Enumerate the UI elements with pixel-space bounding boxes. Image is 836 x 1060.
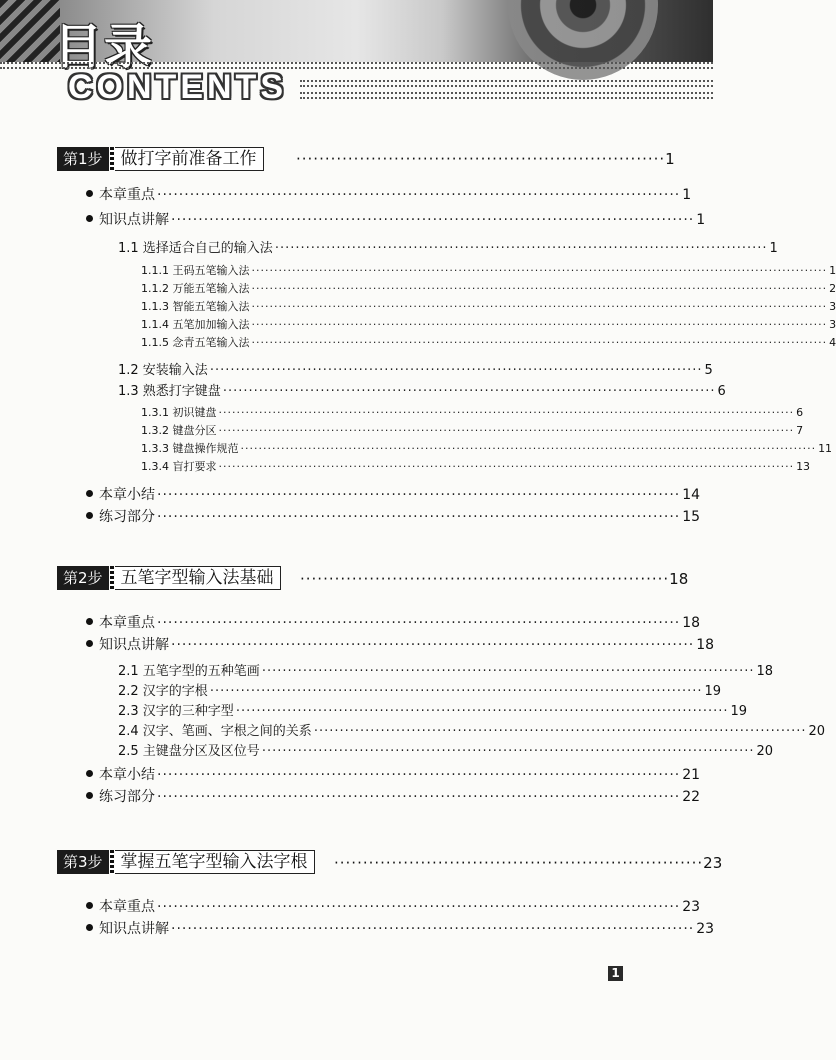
step-2-page: 18 [669, 570, 689, 588]
toc-page: 19 [730, 704, 748, 719]
toc-entry[interactable] [141, 262, 836, 278]
bullet-icon [86, 640, 93, 647]
toc-page: 23 [696, 921, 715, 937]
bullet-icon [86, 770, 93, 777]
toc-page: 1 [682, 187, 692, 203]
toc-entry[interactable] [99, 896, 701, 916]
toc-page: 20 [808, 724, 826, 739]
toc-label: 知识点讲解 [99, 921, 169, 937]
title-chinese: 目录 [54, 19, 155, 75]
toc-label: 知识点讲解 [99, 212, 169, 228]
toc-entry[interactable] [141, 422, 804, 438]
toc-label: 本章小结 [99, 487, 155, 503]
toc-page: 21 [682, 767, 701, 783]
toc-page: 3 [829, 300, 836, 313]
toc-page: 11 [818, 442, 833, 455]
dot-leader: ································································································ [157, 187, 681, 203]
toc-page: 13 [796, 460, 811, 473]
step-1-heading[interactable] [57, 147, 264, 171]
toc-label: 2.3 汉字的三种字型 [118, 704, 234, 719]
dot-leader: ································································································································ [240, 442, 817, 455]
dot-leader: ································································ [300, 570, 670, 588]
toc-label: 1.3 熟悉打字键盘 [118, 384, 221, 399]
step-3-leader [334, 854, 723, 872]
toc-label: 1.1.2 万能五笔输入法 [141, 282, 250, 295]
bullet-icon [86, 792, 93, 799]
toc-entry[interactable] [99, 612, 701, 632]
toc-entry[interactable] [118, 740, 774, 759]
dot-leader: ································································································ [157, 509, 681, 525]
toc-entry[interactable] [141, 298, 836, 314]
dot-leader: ································································································ [274, 241, 768, 256]
toc-label: 1.3.2 键盘分区 [141, 424, 217, 437]
toc-label: 2.2 汉字的字根 [118, 684, 208, 699]
toc-entry[interactable] [141, 316, 836, 332]
header-dot-rule-2 [300, 92, 713, 99]
toc-entry[interactable] [118, 660, 774, 679]
toc-entry[interactable] [141, 334, 836, 350]
step-separator [110, 147, 114, 171]
bullet-icon [86, 902, 93, 909]
dot-leader: ································································································································ [218, 406, 795, 419]
dot-leader: ································································································ [171, 921, 695, 937]
toc-label: 练习部分 [99, 509, 155, 525]
step-3-heading[interactable] [57, 850, 315, 874]
toc-label: 2.4 汉字、笔画、字根之间的关系 [118, 724, 312, 739]
toc-entry[interactable] [99, 184, 692, 204]
toc-entry[interactable] [141, 404, 804, 420]
toc-entry[interactable] [99, 786, 701, 806]
toc-label: 1.1.3 智能五笔输入法 [141, 300, 250, 313]
dot-leader: ································································ [296, 150, 666, 168]
dot-leader: ································································································ [157, 487, 681, 503]
toc-label: 知识点讲解 [99, 637, 169, 653]
toc-page: 7 [796, 424, 804, 437]
dot-leader: ································································································································ [218, 424, 795, 437]
toc-page: 4 [829, 336, 836, 349]
dot-leader: ································································································ [171, 637, 695, 653]
toc-entry[interactable] [118, 720, 826, 739]
step-2-heading[interactable] [57, 566, 281, 590]
toc-page: 1 [829, 264, 836, 277]
dot-leader: ································································································································ [218, 460, 795, 473]
toc-entry[interactable] [118, 700, 748, 719]
step-3-page: 23 [703, 854, 723, 872]
step-1-leader [296, 150, 675, 168]
toc-page: 18 [756, 664, 774, 679]
toc-page: 2 [829, 282, 836, 295]
toc-page: 6 [717, 384, 726, 399]
dot-leader: ································································································ [157, 615, 681, 631]
step-1-tag: 第1步 [57, 147, 109, 171]
dot-leader: ································································································································ [251, 300, 828, 313]
step-2-title: 五笔字型输入法基础 [115, 566, 281, 590]
bullet-icon [86, 512, 93, 519]
toc-entry[interactable] [99, 634, 715, 654]
toc-label: 2.5 主键盘分区及区位号 [118, 744, 260, 759]
toc-entry[interactable] [99, 506, 701, 526]
toc-label: 本章小结 [99, 767, 155, 783]
step-1-title: 做打字前准备工作 [115, 147, 264, 171]
page-number-badge: 1 [608, 966, 623, 981]
toc-label: 1.3.3 键盘操作规范 [141, 442, 239, 455]
dot-leader: ································································································································ [251, 336, 828, 349]
toc-label: 1.3.1 初识键盘 [141, 406, 217, 419]
toc-page: 19 [704, 684, 722, 699]
dot-leader: ································································································································ [251, 318, 828, 331]
dot-leader: ································································································ [235, 704, 729, 719]
toc-page: 18 [682, 615, 701, 631]
toc-label: 1.1.5 念青五笔输入法 [141, 336, 250, 349]
toc-entry[interactable] [99, 484, 701, 504]
step-3-title: 掌握五笔字型输入法字根 [115, 850, 315, 874]
bullet-icon [86, 618, 93, 625]
bullet-icon [86, 490, 93, 497]
toc-page: 6 [796, 406, 804, 419]
toc-label: 本章重点 [99, 615, 155, 631]
dot-leader: ································································································ [222, 384, 716, 399]
bullet-icon [86, 215, 93, 222]
toc-entry[interactable] [118, 380, 726, 399]
dot-leader: ································································································ [157, 767, 681, 783]
dot-leader: ································································································ [313, 724, 807, 739]
toc-label: 1.3.4 盲打要求 [141, 460, 217, 473]
toc-entry[interactable] [118, 359, 713, 378]
title-contents: CONTENTS [68, 68, 287, 106]
toc-label: 1.1 选择适合自己的输入法 [118, 241, 273, 256]
step-separator [110, 850, 114, 874]
toc-entry[interactable] [118, 680, 722, 699]
dot-leader: ································································································································ [251, 282, 828, 295]
toc-page: 20 [756, 744, 774, 759]
toc-label: 1.1.1 王码五笔输入法 [141, 264, 250, 277]
dot-leader: ································································································ [157, 899, 681, 915]
toc-label: 本章重点 [99, 187, 155, 203]
toc-page: 23 [682, 899, 701, 915]
dot-leader: ································································································ [261, 664, 755, 679]
dot-leader: ································································································ [157, 789, 681, 805]
toc-entry[interactable] [141, 280, 836, 296]
toc-entry[interactable] [118, 237, 778, 256]
step-2-tag: 第2步 [57, 566, 109, 590]
toc-page: 22 [682, 789, 701, 805]
banner-stripes [0, 0, 60, 62]
dot-leader: ································································································ [171, 212, 695, 228]
toc-entry[interactable] [141, 458, 811, 474]
toc-entry[interactable] [99, 918, 715, 938]
header-dot-rule [300, 80, 713, 87]
toc-label: 2.1 五笔字型的五种笔画 [118, 664, 260, 679]
toc-page: 1 [769, 241, 778, 256]
toc-entry[interactable] [99, 209, 706, 229]
toc-entry[interactable] [141, 440, 833, 456]
bullet-icon [86, 190, 93, 197]
toc-page: 18 [696, 637, 715, 653]
dot-leader: ································································································ [261, 744, 755, 759]
toc-page: 5 [704, 363, 713, 378]
toc-page: 14 [682, 487, 701, 503]
step-2-leader [300, 570, 689, 588]
toc-page: 15 [682, 509, 701, 525]
toc-label: 1.2 安装输入法 [118, 363, 208, 378]
step-separator [110, 566, 114, 590]
toc-page: 3 [829, 318, 836, 331]
toc-label: 练习部分 [99, 789, 155, 805]
dot-leader: ································································································ [209, 363, 703, 378]
toc-label: 1.1.4 五笔加加输入法 [141, 318, 250, 331]
toc-entry[interactable] [99, 764, 701, 784]
step-1-page: 1 [665, 150, 675, 168]
dot-leader: ································································ [334, 854, 704, 872]
dot-leader: ································································································································ [251, 264, 828, 277]
bullet-icon [86, 924, 93, 931]
step-3-tag: 第3步 [57, 850, 109, 874]
toc-page: 1 [696, 212, 706, 228]
toc-label: 本章重点 [99, 899, 155, 915]
dot-leader: ································································································ [209, 684, 703, 699]
